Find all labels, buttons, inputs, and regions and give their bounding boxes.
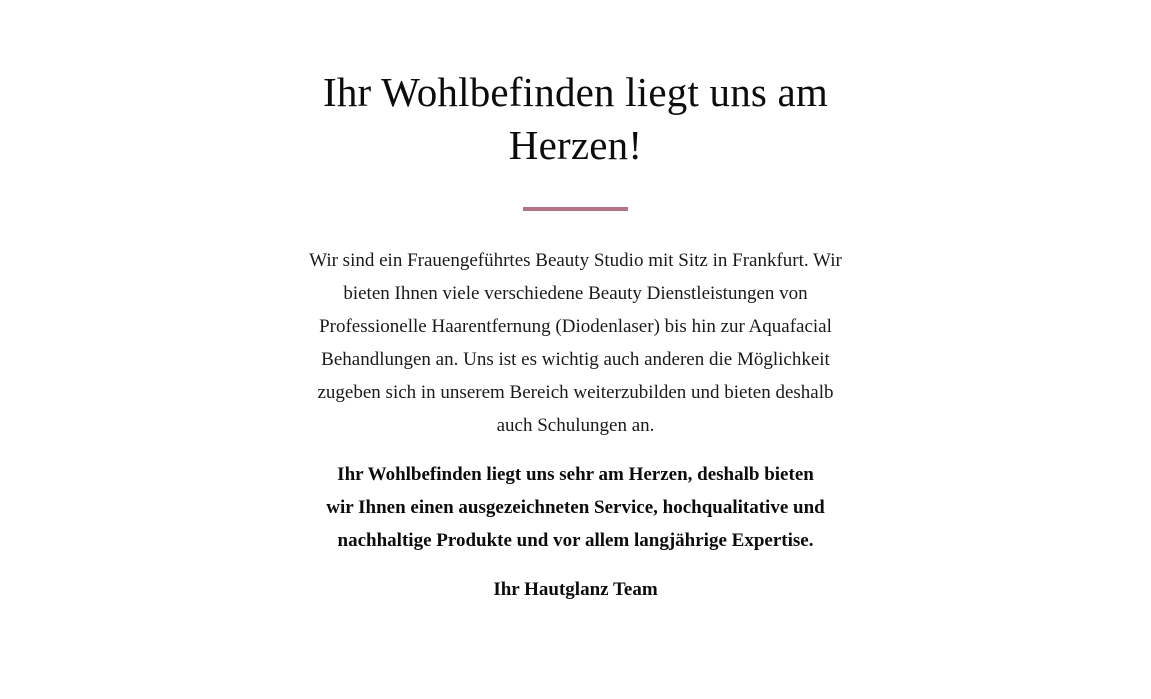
title-divider: [523, 207, 628, 211]
section-title: Ihr Wohlbefinden liegt uns am Herzen!: [322, 69, 829, 168]
about-content: [306, 66, 846, 606]
emphasis-paragraph: Ihr Wohlbefinden liegt uns sehr am Herzen, deshalb bieten wir Ihnen einen ausgezeichneten Service, hochqualitative und nachhaltige Produkte und vor allem langjährige Expertise.: [326, 464, 825, 551]
intro-paragraph: Wir sind ein Frauengeführtes Beauty Studio mit Sitz in Frankfurt. Wir bieten Ihnen viele verschiedene Beauty Dienstleistungen von Professionelle Haarentfernung (Diodenlaser) bis hin zur Aquafacial Behandlungen an. Uns ist es wichtig auch anderen die Möglichkeit zugeben sich in unserem Bereich weiterzubilden und bieten deshalb auch Schulungen an.: [309, 250, 842, 436]
team-signature: Ihr Hautglanz Team: [493, 579, 658, 600]
